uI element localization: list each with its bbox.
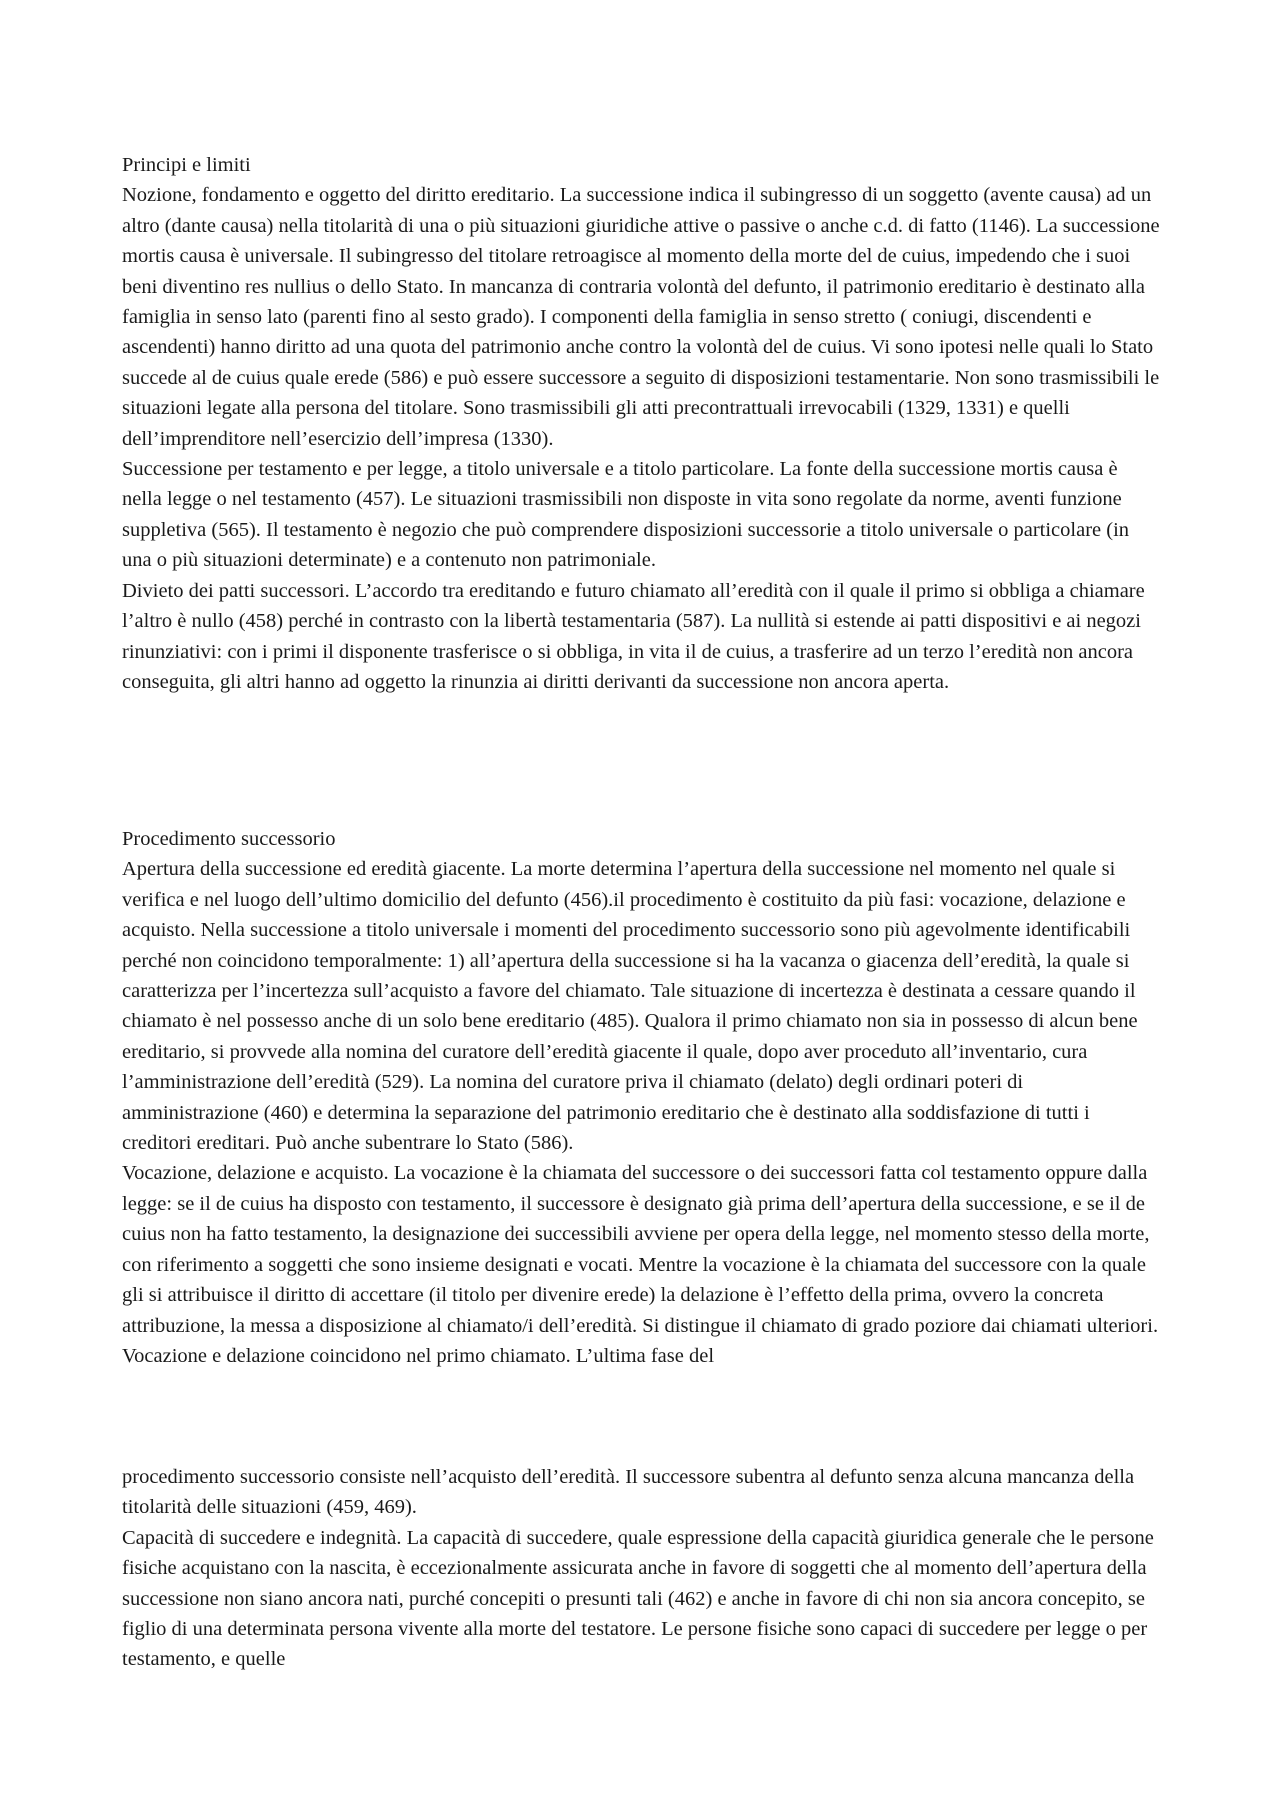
paragraph-capacita-succedere: Capacità di succedere e indegnità. La capacità di succedere, quale espressione della capacità giuridica generale che le persone fisiche acquistano con la nascita, è eccezionalmente assicurata anche in favore di soggetti che al momento dell’apertura della successione non siano ancora nati, purché concepiti o presunti tali (462) e anche in favore di chi non sia ancora concepito, se figlio di una determinata persona vivente alla morte del testatore. Le persone fisiche sono capaci di succedere per legge o per testamento, e quelle: [122, 1526, 1154, 1671]
paragraph-acquisto-eredita: procedimento successorio consiste nell’acquisto dell’eredità. Il successore subentra al defunto senza alcuna mancanza della titolarità delle situazioni (459, 469).: [122, 1466, 1135, 1519]
section-heading: Principi e limiti: [122, 154, 251, 176]
section-heading: Procedimento successorio: [122, 828, 336, 850]
section-continuation: [122, 1462, 1162, 1675]
section-procedimento-successorio: [122, 824, 1162, 1371]
paragraph-nozione: Nozione, fondamento e oggetto del diritto ereditario. La successione indica il subingresso di un soggetto (avente causa) ad un altro (dante causa) nella titolarità di una o più situazioni giuridiche attive o passive o anche c.d. di fatto (1146). La successione mortis causa è universale. Il subingresso del titolare retroagisce al momento della morte del de cuius, impedendo che i suoi beni diventino res nullius o dello Stato. In mancanza di contraria volontà del defunto, il patrimonio ereditario è destinato alla famiglia in senso lato (parenti fino al sesto grado). I componenti della famiglia in senso stretto ( coniugi, discendenti e ascendenti) hanno diritto ad una quota del patrimonio anche contro la volontà del de cuius. Vi sono ipotesi nelle quali lo Stato succede al de cuius quale erede (586) e può essere successore a seguito di disposizioni testamentarie. Non sono trasmissibili le situazioni legate alla persona del titolare. Sono trasmissibili gli atti precontrattuali irrevocabili (1329, 1331) e quelli dell’imprenditore nell’esercizio dell’impresa (1330).: [122, 184, 1160, 450]
paragraph-patti-successori: Divieto dei patti successori. L’accordo tra ereditando e futuro chiamato all’eredità con il quale il primo si obbliga a chiamare l’altro è nullo (458) perché in contrasto con la libertà testamentaria (587). La nullità si estende ai patti dispositivi e ai negozi rinunziativi: con i primi il disponente trasferisce o si obbliga, in vita il de cuius, a trasferire ad un terzo l’eredità non ancora conseguita, gli altri hanno ad oggetto la rinunzia ai diritti derivanti da successione non ancora aperta.: [122, 579, 1145, 693]
section-principi-e-limiti: [122, 150, 1162, 697]
paragraph-vocazione-delazione: Vocazione, delazione e acquisto. La vocazione è la chiamata del successore o dei successori fatta col testamento oppure dalla legge: se il de cuius ha disposto con testamento, il successore è designato già prima dell’apertura della successione, e se il de cuius non ha fatto testamento, la designazione dei successibili avviene per opera della legge, nel momento stesso della morte, con riferimento a soggetti che sono insieme designati e vocati. Mentre la vocazione è la chiamata del successore con la quale gli si attribuisce il diritto di accettare (il titolo per divenire erede) la delazione è l’effetto della prima, ovvero la concreta attribuzione, la messa a disposizione al chiamato/i dell’eredità. Si distingue il chiamato di grado poziore dai chiamati ulteriori. Vocazione e delazione coincidono nel primo chiamato. L’ultima fase del: [122, 1162, 1159, 1367]
paragraph-successione-testamento: Successione per testamento e per legge, a titolo universale e a titolo particolare. La fonte della successione mortis causa è nella legge o nel testamento (457). Le situazioni trasmissibili non disposte in vita sono regolate da norme, aventi funzione suppletiva (565). Il testamento è negozio che può comprendere disposizioni successorie a titolo universale o particolare (in una o più situazioni determinate) e a contenuto non patrimoniale.: [122, 458, 1130, 572]
paragraph-apertura-successione: Apertura della successione ed eredità giacente. La morte determina l’apertura della successione nel momento nel quale si verifica e nel luogo dell’ultimo domicilio del defunto (456).il procedimento è costituito da più fasi: vocazione, delazione e acquisto. Nella successione a titolo universale i momenti del procedimento successorio sono più agevolmente identificabili perché non coincidono temporalmente: 1) all’apertura della successione si ha la vacanza o giacenza dell’eredità, la quale si caratterizza per l’incertezza sull’acquisto a favore del chiamato. Tale situazione di incertezza è destinata a cessare quando il chiamato è nel possesso anche di un solo bene ereditario (485). Qualora il primo chiamato non sia in possesso di alcun bene ereditario, si provvede alla nomina del curatore dell’eredità giacente il quale, dopo aver proceduto all’inventario, cura l’amministrazione dell’eredità (529). La nomina del curatore priva il chiamato (delato) degli ordinari poteri di amministrazione (460) e determina la separazione del patrimonio ereditario che è destinato alla soddisfazione di tutti i creditori ereditari. Può anche subentrare lo Stato (586).: [122, 858, 1138, 1155]
